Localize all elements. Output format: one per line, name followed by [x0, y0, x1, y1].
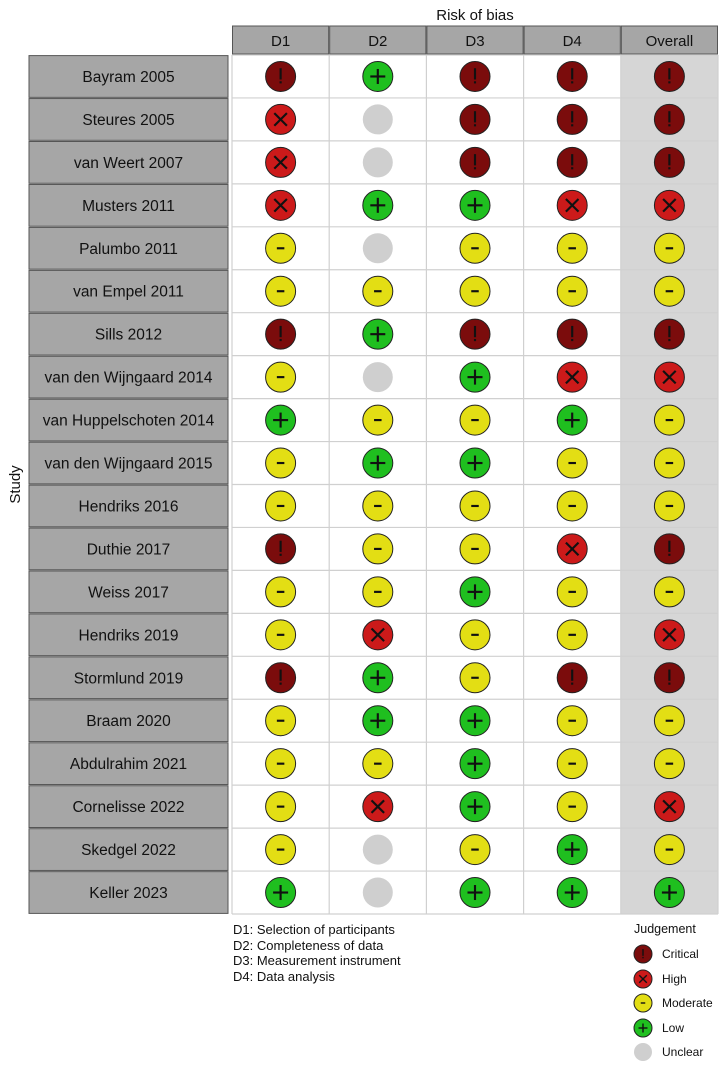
domain-footnotes — [233, 922, 401, 984]
judgement-mark-d2-high — [363, 792, 393, 822]
judgement-mark-d1-critical — [266, 534, 296, 564]
judgement-mark-d4-critical — [557, 319, 587, 349]
column-header-d1 — [233, 26, 329, 54]
judgement-mark-overall-moderate — [654, 749, 684, 779]
judgement-mark-d2-moderate — [363, 491, 393, 521]
judgement-mark-overall-moderate — [654, 706, 684, 736]
column-header-d3 — [427, 26, 523, 54]
judgement-mark-d4-moderate — [557, 448, 587, 478]
chart-title: Risk of bias — [436, 7, 514, 24]
legend-swatch-low — [632, 1017, 654, 1039]
study-row-hendriks-2019 — [29, 614, 684, 656]
study-row-abdulrahim-2021 — [29, 743, 684, 785]
judgement-mark-overall-critical — [654, 319, 684, 349]
legend-label: High — [662, 971, 687, 986]
judgement-mark-d1-moderate — [266, 706, 296, 736]
study-label: Braam 2020 — [86, 713, 171, 731]
legend-item-unclear — [632, 1040, 713, 1065]
judgement-mark-d3-low — [460, 792, 490, 822]
judgement-mark-d3-low — [460, 190, 490, 220]
judgement-mark-d3-low — [460, 749, 490, 779]
study-label: Abdulrahim 2021 — [69, 756, 188, 774]
judgement-mark-d1-moderate — [266, 749, 296, 779]
judgement-mark-overall-moderate — [654, 276, 684, 306]
judgement-mark-overall-critical — [654, 104, 684, 134]
judgement-mark-overall-moderate — [654, 448, 684, 478]
judgement-mark-d3-critical — [460, 319, 490, 349]
column-header-d4 — [524, 26, 620, 54]
study-row-steures-2005 — [29, 99, 684, 141]
study-row-van-den-wijngaard-2015 — [29, 442, 684, 484]
judgement-mark-d1-moderate — [266, 233, 296, 263]
study-label: van den Wijngaard 2015 — [44, 455, 213, 473]
judgement-mark-overall-critical — [654, 147, 684, 177]
legend-item-high — [632, 967, 713, 992]
judgement-mark-d4-moderate — [557, 577, 587, 607]
judgement-mark-d1-low — [266, 405, 296, 435]
judgement-mark-d3-moderate — [460, 491, 490, 521]
judgement-mark-d2-low — [363, 706, 393, 736]
judgement-mark-d2-unclear — [363, 362, 393, 392]
study-row-van-huppelschoten-2014 — [29, 399, 684, 441]
judgement-mark-d4-moderate — [557, 276, 587, 306]
study-label: van Empel 2011 — [73, 283, 184, 301]
judgement-mark-overall-moderate — [654, 405, 684, 435]
judgement-mark-d2-unclear — [363, 147, 393, 177]
judgement-mark-d3-low — [460, 362, 490, 392]
judgement-mark-d4-moderate — [557, 491, 587, 521]
judgement-mark-d3-critical — [460, 147, 490, 177]
judgement-mark-d1-moderate — [266, 276, 296, 306]
footnote-d3: D3: Measurement instrument — [233, 953, 401, 968]
judgement-mark-d2-unclear — [363, 104, 393, 134]
study-row-duthie-2017 — [29, 528, 684, 570]
judgement-mark-d4-critical — [557, 104, 587, 134]
judgement-mark-d4-high — [557, 190, 587, 220]
judgement-mark-d4-moderate — [557, 706, 587, 736]
judgement-mark-d1-moderate — [266, 792, 296, 822]
judgement-mark-d3-moderate — [460, 276, 490, 306]
column-header-label: Overall — [645, 33, 694, 50]
legend-label: Unclear — [662, 1045, 704, 1060]
judgement-mark-d4-high — [557, 362, 587, 392]
judgement-mark-d2-moderate — [363, 276, 393, 306]
footnote-d2: D2: Completeness of data — [233, 937, 384, 953]
study-label: Musters 2011 — [82, 197, 175, 215]
judgement-mark-d4-low — [557, 405, 587, 435]
study-row-braam-2020 — [29, 700, 684, 742]
judgement-mark-d4-moderate — [557, 620, 587, 650]
judgement-mark-overall-critical — [654, 61, 684, 91]
judgement-mark-d1-critical — [266, 61, 296, 91]
study-label: Steures 2005 — [82, 111, 175, 129]
judgement-mark-d2-unclear — [363, 835, 393, 865]
judgement-mark-d4-low — [557, 878, 587, 908]
column-header-label: D2 — [368, 33, 388, 50]
study-row-stormlund-2019 — [29, 657, 684, 699]
judgement-mark-d3-moderate — [460, 663, 490, 693]
study-row-van-empel-2011 — [29, 270, 684, 312]
judgement-mark-d3-moderate — [460, 405, 490, 435]
judgement-mark-d2-moderate — [363, 534, 393, 564]
study-label: Hendriks 2016 — [78, 498, 179, 516]
legend-label: Low — [662, 1020, 685, 1035]
study-axis-label: Study — [7, 465, 24, 504]
judgement-mark-overall-moderate — [654, 577, 684, 607]
judgement-mark-d2-low — [363, 61, 393, 91]
grid-lines — [232, 55, 718, 914]
study-label: Hendriks 2019 — [78, 627, 179, 645]
column-header-label: D1 — [271, 33, 291, 50]
study-label: Bayram 2005 — [82, 68, 175, 86]
judgement-mark-d3-critical — [460, 61, 490, 91]
study-label: Cornelisse 2022 — [72, 799, 185, 817]
judgement-mark-overall-moderate — [654, 835, 684, 865]
judgement-mark-overall-critical — [654, 534, 684, 564]
legend-swatch-moderate — [632, 992, 654, 1014]
judgement-mark-d4-moderate — [557, 233, 587, 263]
judgement-mark-d3-low — [460, 706, 490, 736]
column-header-label: D4 — [562, 33, 582, 50]
judgement-mark-d1-high — [266, 147, 296, 177]
judgement-mark-d1-moderate — [266, 491, 296, 521]
judgement-mark-d3-critical — [460, 104, 490, 134]
judgement-mark-d4-low — [557, 835, 587, 865]
judgement-mark-d3-low — [460, 448, 490, 478]
judgement-legend — [632, 922, 713, 1065]
judgement-mark-d2-high — [363, 620, 393, 650]
study-label: van den Wijngaard 2014 — [44, 369, 213, 387]
judgement-mark-d4-critical — [557, 61, 587, 91]
study-row-palumbo-2011 — [29, 227, 684, 269]
judgement-mark-d2-moderate — [363, 577, 393, 607]
legend-item-critical — [632, 942, 713, 967]
study-row-cornelisse-2022 — [29, 786, 684, 828]
judgement-mark-d1-low — [266, 878, 296, 908]
judgement-mark-d1-critical — [266, 319, 296, 349]
judgement-mark-d1-critical — [266, 663, 296, 693]
judgement-mark-d1-moderate — [266, 577, 296, 607]
judgement-mark-d2-low — [363, 663, 393, 693]
judgement-mark-d2-low — [363, 190, 393, 220]
judgement-mark-overall-high — [654, 792, 684, 822]
footnote-d4: D4: Data analysis — [233, 968, 335, 984]
judgement-mark-d2-unclear — [363, 878, 393, 908]
judgement-mark-overall-high — [654, 620, 684, 650]
study-row-keller-2023 — [29, 872, 684, 914]
judgement-mark-d1-high — [266, 104, 296, 134]
judgement-mark-d2-low — [363, 448, 393, 478]
judgement-mark-overall-moderate — [654, 233, 684, 263]
column-header-d2 — [330, 26, 426, 54]
study-label: Duthie 2017 — [86, 541, 171, 559]
judgement-mark-d4-moderate — [557, 749, 587, 779]
study-label: Sills 2012 — [94, 326, 163, 344]
legend-item-moderate — [632, 991, 713, 1016]
judgement-mark-overall-low — [654, 878, 684, 908]
judgement-mark-d3-moderate — [460, 534, 490, 564]
judgement-mark-d4-high — [557, 534, 587, 564]
judgement-mark-overall-high — [654, 362, 684, 392]
legend-swatch-high — [632, 968, 654, 990]
legend-swatch-unclear — [632, 1041, 654, 1063]
legend-item-low — [632, 1016, 713, 1041]
judgement-mark-d1-moderate — [266, 362, 296, 392]
study-row-musters-2011 — [29, 184, 684, 226]
judgement-mark-d2-moderate — [363, 405, 393, 435]
study-label: Weiss 2017 — [88, 584, 169, 602]
study-row-weiss-2017 — [29, 571, 684, 613]
judgement-mark-d3-low — [460, 577, 490, 607]
legend-label: Moderate — [662, 996, 713, 1011]
study-label: van Weert 2007 — [73, 154, 184, 172]
judgement-mark-d4-critical — [557, 663, 587, 693]
study-label: van Huppelschoten 2014 — [42, 412, 215, 430]
judgement-mark-d3-moderate — [460, 620, 490, 650]
study-row-bayram-2005 — [29, 56, 684, 98]
judgement-mark-d1-moderate — [266, 448, 296, 478]
study-label: Keller 2023 — [89, 885, 168, 903]
judgement-mark-overall-moderate — [654, 491, 684, 521]
study-label: Skedgel 2022 — [81, 842, 176, 860]
judgement-mark-d1-high — [266, 190, 296, 220]
judgement-mark-overall-high — [654, 190, 684, 220]
judgement-mark-d2-moderate — [363, 749, 393, 779]
judgement-mark-d2-low — [363, 319, 393, 349]
column-header-overall — [621, 26, 717, 54]
legend-label: Critical — [662, 947, 699, 962]
judgement-mark-d4-critical — [557, 147, 587, 177]
study-label: Palumbo 2011 — [79, 240, 178, 258]
legend-title: Judgement — [634, 922, 696, 936]
study-label: Stormlund 2019 — [73, 670, 184, 688]
judgement-mark-overall-critical — [654, 663, 684, 693]
study-row-skedgel-2022 — [29, 829, 684, 871]
judgement-mark-d3-moderate — [460, 835, 490, 865]
study-row-van-den-wijngaard-2014 — [29, 356, 684, 398]
study-row-sills-2012 — [29, 313, 684, 355]
judgement-mark-d1-moderate — [266, 835, 296, 865]
judgement-mark-d3-moderate — [460, 233, 490, 263]
judgement-mark-d1-moderate — [266, 620, 296, 650]
footnote-d1: D1: Selection of participants — [233, 922, 395, 937]
column-header-label: D3 — [465, 33, 485, 50]
study-row-hendriks-2016 — [29, 485, 684, 527]
judgement-mark-d4-moderate — [557, 792, 587, 822]
judgement-mark-d3-low — [460, 878, 490, 908]
judgement-mark-d2-unclear — [363, 233, 393, 263]
legend-swatch-critical — [632, 943, 654, 965]
study-row-van-weert-2007 — [29, 142, 684, 184]
